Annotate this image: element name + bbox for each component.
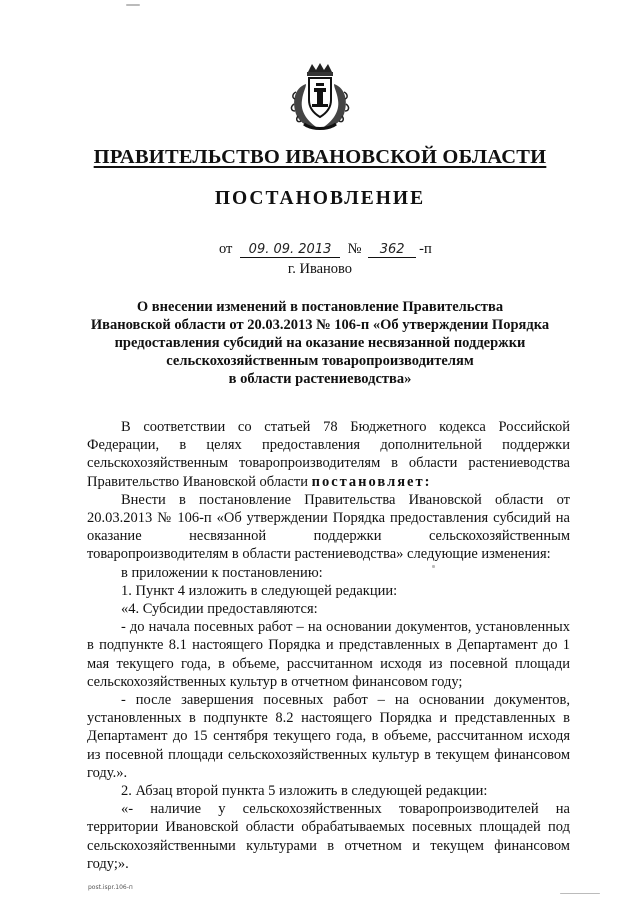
heading-line: предоставления субсидий на оказание несвязанной поддержки	[114, 335, 526, 351]
date-number-line	[219, 241, 432, 258]
number-suffix: -п	[419, 241, 432, 257]
heading-line: сельскохозяйственным товаропроизводителям	[166, 353, 474, 369]
city: г. Иваново	[287, 261, 353, 277]
document-type: ПОСТАНОВЛЕНИЕ	[214, 188, 426, 209]
date-prefix: от	[219, 241, 233, 257]
heading-line: в области растениеводства»	[228, 371, 412, 387]
number-sign: №	[347, 241, 362, 257]
body-paragraph: - после завершения посевных работ – на основании документов, установленных в подпункте 8.2 настоящего Порядка и представленных в Департамент до 15 сентября текущего года, в объеме, рассчитанном исходя из посевной площади сельскохозяйственных культур в текущем финансовом году.».	[87, 692, 570, 781]
body-paragraph: Внести в постановление Правительства Ивановской области от 20.03.2013 № 106-п «Об утверждении Порядка предоставления субсидий на оказание несвязанной поддержки сельскохозяйственным товаропроизводителям в области растениеводства» следующие изменения:	[87, 491, 570, 563]
body-paragraph: 2. Абзац второй пункта 5 изложить в следующей редакции:	[121, 783, 488, 800]
government-title: ПРАВИТЕЛЬСТВО ИВАНОВСКОЙ ОБЛАСТИ	[93, 146, 547, 168]
scan-speck	[560, 893, 600, 894]
resolves-word: постановляет:	[311, 473, 432, 490]
body-paragraph: - до начала посевных работ – на основании документов, установленных в подпункте 8.1 настоящего Порядка и представленных в Департамент до 1 мая текущего года, в объеме, рассчитанном исходя из посевной площади сельскохозяйственных культур в отчетном финансовом году;	[87, 619, 570, 690]
file-tag: post.ispr.106-п	[88, 884, 133, 891]
heading-line: Ивановской области от 20.03.2013 № 106-п «Об утверждении Порядка	[90, 317, 550, 333]
body-paragraph: «4. Субсидии предоставляются:	[121, 601, 318, 618]
scan-speck	[126, 4, 140, 6]
handwritten-date: 09. 09. 2013	[240, 242, 340, 258]
heading-line: О внесении изменений в постановление Правительства	[136, 299, 504, 315]
scan-speck	[432, 565, 435, 568]
body-paragraph: «- наличие у сельскохозяйственных товаропроизводителей на территории Ивановской области обрабатываемых посевных площадей под сельскохозяйственными культурами в отчетном и текущем финансовом году;».	[87, 801, 570, 872]
ivanovo-coat-of-arms-icon	[290, 62, 350, 132]
preamble-paragraph: В соответствии со статьей 78 Бюджетного кодекса Российской Федерации, в целях предоставления дополнительной поддержки сельскохозяйственным товаропроизводителям в области растениеводства Правительство Ивановской области постановляет:	[87, 419, 570, 490]
body-paragraph: 1. Пункт 4 изложить в следующей редакции:	[121, 582, 398, 599]
body-paragraph: в приложении к постановлению:	[121, 564, 323, 581]
resolution-body	[87, 418, 570, 873]
handwritten-number: 362	[368, 242, 416, 258]
resolution-heading	[70, 298, 570, 388]
